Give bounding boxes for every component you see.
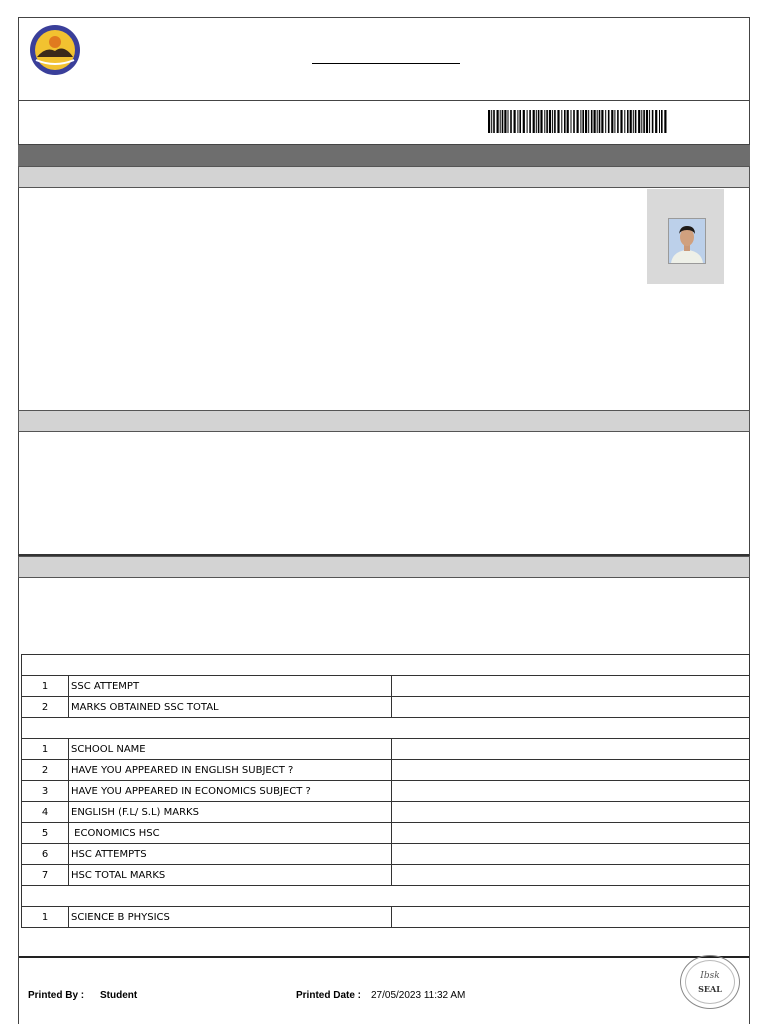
official-seal (680, 955, 740, 1009)
row-number: 3 (22, 781, 69, 802)
row-number: 1 (22, 739, 69, 760)
row-label: HAVE YOU APPEARED IN ENGLISH SUBJECT ? (69, 760, 392, 781)
table-row (22, 844, 750, 865)
row-value (392, 844, 750, 865)
row-value (392, 823, 750, 844)
row-value (392, 865, 750, 886)
row-value (392, 739, 750, 760)
printed-date-label: Printed Date : (296, 990, 362, 1001)
seal-ring (685, 960, 735, 1004)
printed-by-label: Printed By : (28, 990, 85, 1001)
row-label: HAVE YOU APPEARED IN ECONOMICS SUBJECT ? (69, 781, 392, 802)
seal-label: SEAL (698, 984, 722, 994)
table-row (22, 781, 750, 802)
row-label: SCIENCE B PHYSICS (69, 907, 392, 928)
education-marks-table (21, 654, 750, 928)
printed-by-value: Student (100, 990, 138, 1001)
table-group-header-science (22, 886, 750, 907)
row-value (392, 676, 750, 697)
row-label: ENGLISH (F.L/ S.L) MARKS (69, 802, 392, 823)
row-number: 2 (22, 697, 69, 718)
row-label: SCHOOL NAME (69, 739, 392, 760)
row-label: HSC TOTAL MARKS (69, 865, 392, 886)
printed-date-value: 27/05/2023 11:32 AM (371, 990, 466, 1001)
row-label: SSC ATTEMPT (69, 676, 392, 697)
candidate-photo (668, 218, 706, 264)
institution-logo (28, 24, 82, 76)
table-row (22, 907, 750, 928)
row-number: 1 (22, 907, 69, 928)
footer-divider (18, 956, 750, 958)
table-row (22, 865, 750, 886)
section-header-address (18, 410, 750, 432)
personal-details-block (18, 188, 750, 410)
row-number: 6 (22, 844, 69, 865)
table-row (22, 697, 750, 718)
address-details-block (18, 432, 750, 556)
table-row (22, 802, 750, 823)
table-row (22, 823, 750, 844)
row-value (392, 802, 750, 823)
row-value (392, 781, 750, 802)
table-group-header-hsc (22, 718, 750, 739)
row-label: HSC ATTEMPTS (69, 844, 392, 865)
seal-signature: Ibsk (700, 971, 720, 981)
row-number: 4 (22, 802, 69, 823)
table-row (22, 760, 750, 781)
section-header-education (18, 556, 750, 578)
footer-right-border (749, 956, 750, 1024)
row-number: 1 (22, 676, 69, 697)
section-header-personal (18, 166, 750, 188)
form-title-bar (18, 145, 750, 166)
barcode (488, 110, 668, 133)
table-row (22, 739, 750, 760)
row-label: MARKS OBTAINED SSC TOTAL (69, 697, 392, 718)
row-label: ECONOMICS HSC (69, 823, 392, 844)
header-box (18, 17, 750, 101)
row-number: 2 (22, 760, 69, 781)
row-value (392, 760, 750, 781)
table-group-header-ssc (22, 655, 750, 676)
table-row (22, 676, 750, 697)
row-number: 7 (22, 865, 69, 886)
row-value (392, 907, 750, 928)
person-icon (669, 219, 705, 263)
title-underline (312, 63, 460, 64)
row-number: 5 (22, 823, 69, 844)
row-value (392, 697, 750, 718)
footer-left-border (18, 956, 19, 1024)
